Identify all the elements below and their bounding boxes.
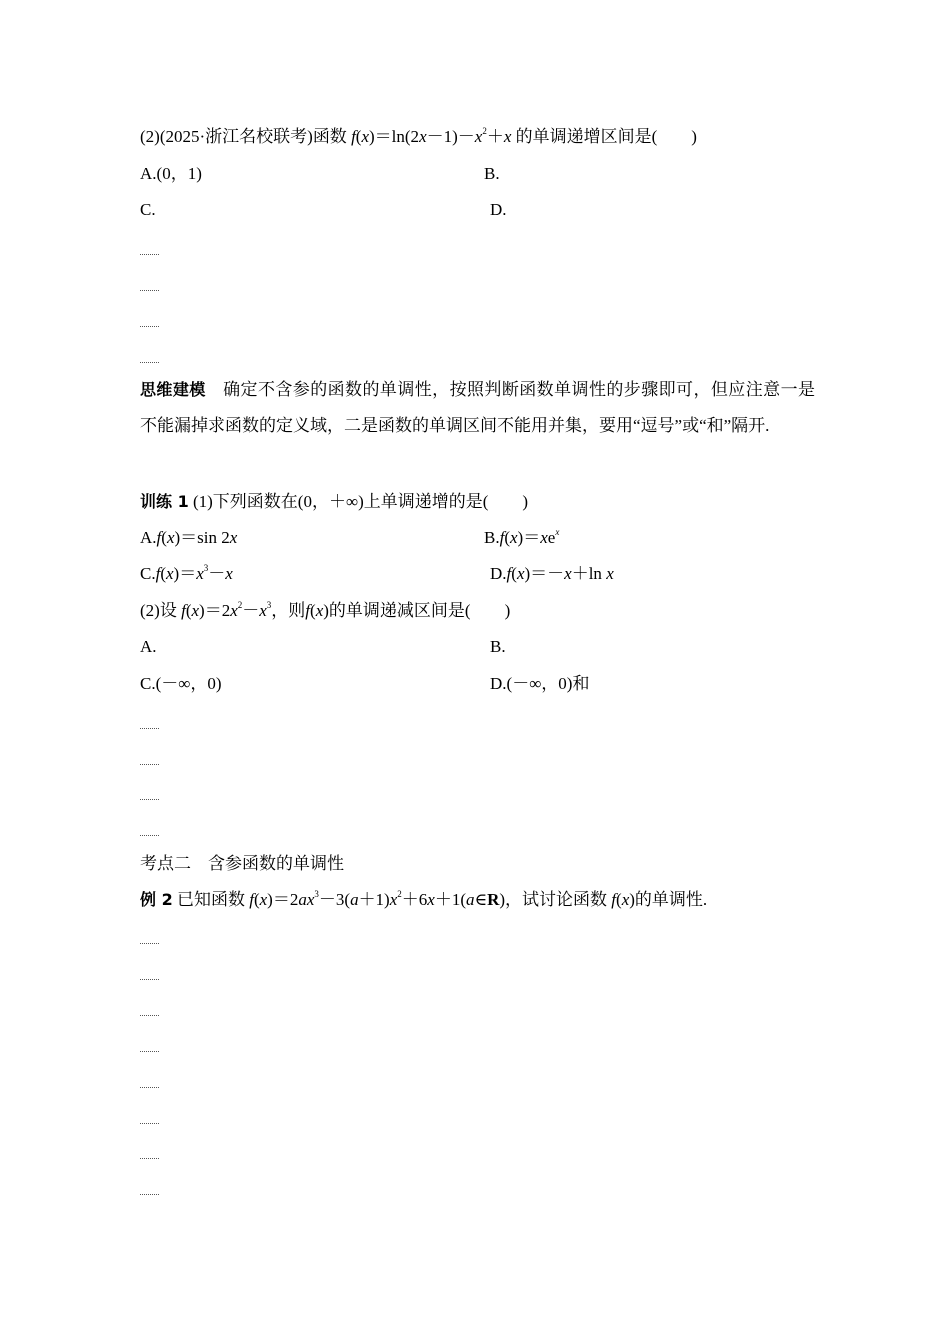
question-number: (2) xyxy=(140,127,160,146)
training-q2-mid: ，则 xyxy=(271,601,306,620)
training-q2-post: 的单调递减区间是( ) xyxy=(328,601,511,620)
training-q1-option-c: $C.f(x)=x^3-x$ xyxy=(140,563,233,583)
option-label: B. xyxy=(484,528,500,547)
example-label: 例 2 xyxy=(140,890,173,909)
question-2-stem xyxy=(140,126,697,148)
answer-blank-line xyxy=(140,799,159,800)
thinking-model-title: 思维建模 xyxy=(140,380,206,399)
function-expression: $f(x)=\ln(2x-1)-x^2+x$ xyxy=(351,126,512,146)
answer-blank-line xyxy=(140,1015,159,1016)
thinking-model-paragraph xyxy=(140,372,815,444)
training-q1-stem: (1)下列函数在(0，＋∞)上单调递增的是( ) xyxy=(192,492,529,511)
answer-blank-line xyxy=(140,1123,159,1124)
training-q2-option-a: A. xyxy=(140,637,157,656)
training-q2-stem: (2)设 $f(x)=2x^2-x^3$，则f(x)的单调递减区间是( ) xyxy=(140,600,511,620)
training-q1-option-d: D.f(x)＝－x＋ln x xyxy=(490,564,614,583)
answer-blank-line xyxy=(140,254,159,255)
answer-blank-line xyxy=(140,979,159,980)
training-1-q1 xyxy=(140,491,528,513)
answer-blank-line xyxy=(140,728,159,729)
option-a: A.(0，1) xyxy=(140,164,202,183)
question-source: (2025·浙江名校联考) xyxy=(159,127,313,146)
answer-blank-line xyxy=(140,1051,159,1052)
example-pre: 已知函数 xyxy=(176,890,245,909)
training-q2-option-b: B. xyxy=(490,637,506,656)
training-q2-pre: (2)设 xyxy=(140,601,177,620)
training-q1-option-a: A.f(x)＝sin 2x xyxy=(140,528,238,547)
answer-blank-line xyxy=(140,1087,159,1088)
thinking-model-text: 确定不含参的函数的单调性，按照判断函数单调性的步骤即可，但应注意一是不能漏掉求函数的定义域，二是函数的单调区间不能用并集，要用“逗号”或“和”隔开. xyxy=(140,380,815,435)
question-stem-post: 的单调递增区间是( ) xyxy=(515,127,697,146)
answer-blank-line xyxy=(140,943,159,944)
answer-blank-line xyxy=(140,326,159,327)
example-post: 的单调性. xyxy=(634,890,708,909)
option-label: D. xyxy=(490,564,507,583)
answer-blank-line xyxy=(140,1158,159,1159)
example-mid: ，试讨论函数 xyxy=(505,890,608,909)
example-2: 例 2 已知函数 $f(x)=2ax^3-3(a+1)x^2+6x+1(a\in R)$，试讨论函数 f(x)的单调性. xyxy=(140,889,708,909)
training-q2-option-d: D.(－∞，0)和 xyxy=(490,674,590,693)
answer-blank-line xyxy=(140,835,159,836)
answer-blank-line xyxy=(140,764,159,765)
training-q2-option-c: C.(－∞，0) xyxy=(140,674,222,693)
option-d: D. xyxy=(490,200,507,219)
question-stem-pre: 函数 xyxy=(312,127,347,146)
option-c: C. xyxy=(140,200,156,219)
option-b: B. xyxy=(484,164,500,183)
training-q1-option-b: $B.f(x)=xe^x$ xyxy=(484,527,560,547)
answer-blank-line xyxy=(140,290,159,291)
section-title: 考点二 含参函数的单调性 xyxy=(140,854,344,873)
option-label: C. xyxy=(140,564,156,583)
option-label: A. xyxy=(140,528,157,547)
answer-blank-line xyxy=(140,1194,159,1195)
answer-blank-line xyxy=(140,362,159,363)
training-title: 训练 1 xyxy=(140,492,189,511)
